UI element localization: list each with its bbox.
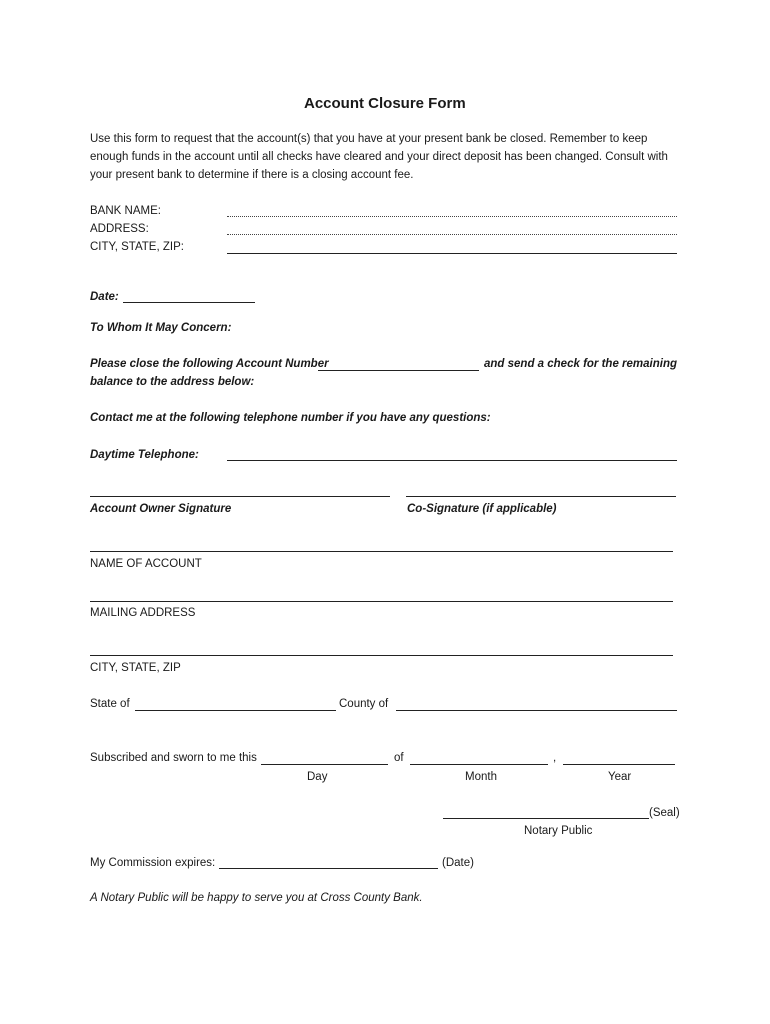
date-field[interactable] — [123, 302, 255, 303]
salutation: To Whom It May Concern: — [90, 322, 232, 334]
co-signature-label: Co-Signature (if applicable) — [407, 503, 557, 515]
co-signature-field[interactable] — [406, 496, 676, 497]
commission-date-label: (Date) — [442, 857, 474, 869]
notary-public-label: Notary Public — [524, 825, 593, 837]
name-of-account-field[interactable] — [90, 551, 673, 552]
year-field[interactable] — [563, 764, 675, 765]
county-label: County of — [339, 698, 389, 710]
mailing-address-label: MAILING ADDRESS — [90, 607, 196, 619]
bank-name-label: BANK NAME: — [90, 205, 161, 217]
month-field[interactable] — [410, 764, 548, 765]
close-request-part2: and send a check for the remaining — [484, 358, 677, 370]
intro-line-1: Use this form to request that the account(s) that you have at your present bank be closed. Remember to keep — [90, 133, 648, 145]
close-request-part3: balance to the address below: — [90, 376, 255, 388]
owner-signature-label: Account Owner Signature — [90, 503, 232, 515]
bank-city-field[interactable] — [227, 253, 677, 254]
city-state-zip-field[interactable] — [90, 655, 673, 656]
month-label: Month — [465, 771, 497, 783]
day-label: Day — [307, 771, 328, 783]
page-title: Account Closure Form — [304, 95, 466, 112]
bank-address-label: ADDRESS: — [90, 223, 149, 235]
of-label: of — [394, 752, 404, 764]
day-field[interactable] — [261, 764, 388, 765]
state-field[interactable] — [135, 710, 336, 711]
county-field[interactable] — [396, 710, 677, 711]
bank-city-label: CITY, STATE, ZIP: — [90, 241, 184, 253]
seal-label: (Seal) — [649, 807, 680, 819]
intro-line-2: enough funds in the account until all checks have cleared and your direct deposit has been changed. Consult with — [90, 151, 668, 163]
subscribed-label: Subscribed and sworn to me this — [90, 752, 257, 764]
intro-line-3: your present bank to determine if there is a closing account fee. — [90, 169, 414, 181]
city-state-zip-label: CITY, STATE, ZIP — [90, 662, 181, 674]
owner-signature-field[interactable] — [90, 496, 390, 497]
account-number-field[interactable] — [318, 370, 479, 371]
daytime-telephone-label: Daytime Telephone: — [90, 449, 199, 461]
comma-separator: , — [553, 752, 557, 764]
bank-address-field[interactable] — [227, 234, 677, 235]
year-label: Year — [608, 771, 632, 783]
date-label: Date: — [90, 291, 119, 303]
state-label: State of — [90, 698, 130, 710]
commission-expires-label: My Commission expires: — [90, 857, 216, 869]
mailing-address-field[interactable] — [90, 601, 673, 602]
footer-note: A Notary Public will be happy to serve you at Cross County Bank. — [90, 892, 423, 904]
bank-name-field[interactable] — [227, 216, 677, 217]
contact-line: Contact me at the following telephone number if you have any questions: — [90, 412, 491, 424]
close-request-part1: Please close the following Account Number — [90, 358, 329, 370]
name-of-account-label: NAME OF ACCOUNT — [90, 558, 202, 570]
daytime-telephone-field[interactable] — [227, 460, 677, 461]
notary-signature-field[interactable] — [443, 818, 649, 819]
commission-expires-field[interactable] — [219, 868, 438, 869]
